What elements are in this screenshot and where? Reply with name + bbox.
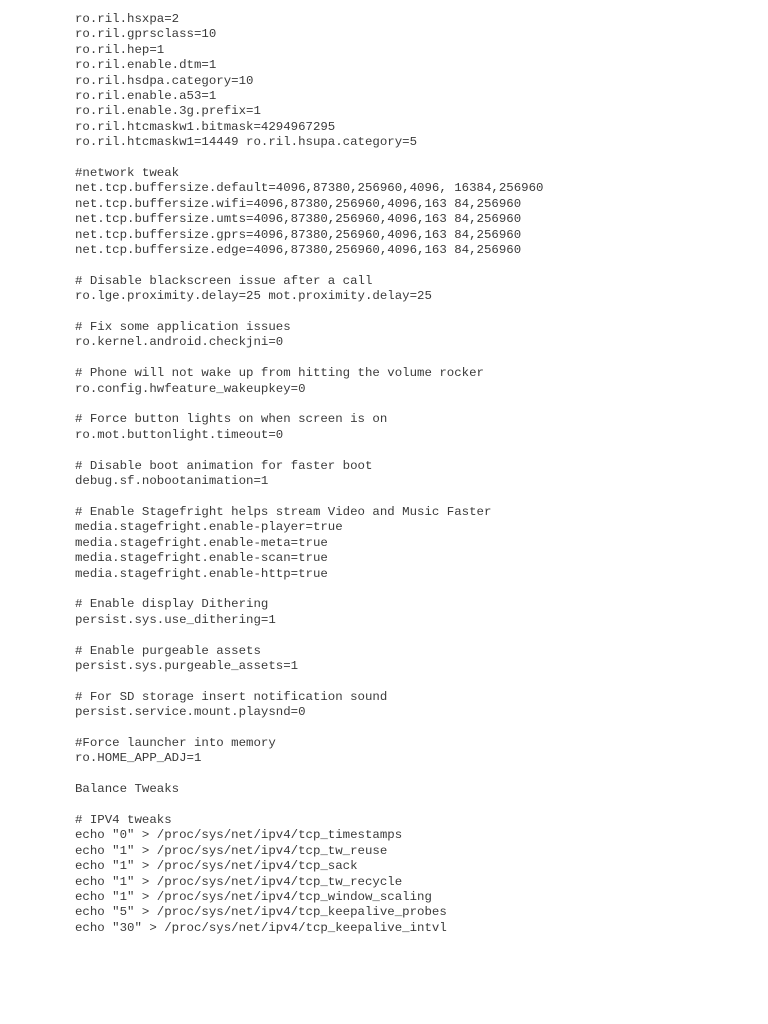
text-line: echo "1" > /proc/sys/net/ipv4/tcp_tw_reuse [75, 843, 388, 858]
text-line: ro.ril.enable.dtm=1 [75, 58, 217, 73]
text-block [75, 459, 755, 490]
text-line: ro.config.hwfeature_wakeupkey=0 [75, 381, 306, 396]
text-line: #Force launcher into memory [75, 735, 276, 750]
text-line: ro.kernel.android.checkjni=0 [75, 335, 284, 350]
text-block [75, 505, 755, 582]
text-line: echo "1" > /proc/sys/net/ipv4/tcp_tw_recycle [75, 874, 403, 889]
text-line: net.tcp.buffersize.edge=4096,87380,256960,4096,163 84,256960 [75, 243, 522, 258]
text-line: persist.service.mount.playsnd=0 [75, 705, 306, 720]
text-line: # Fix some application issues [75, 320, 291, 335]
text-block [75, 644, 755, 675]
text-line: ro.lge.proximity.delay=25 mot.proximity.delay=25 [75, 289, 432, 304]
text-block [75, 166, 755, 258]
text-line: persist.sys.use_dithering=1 [75, 612, 276, 627]
text-line: echo "1" > /proc/sys/net/ipv4/tcp_window_scaling [75, 889, 432, 904]
text-line: echo "30" > /proc/sys/net/ipv4/tcp_keepalive_intvl [75, 920, 447, 935]
text-line: # Disable boot animation for faster boot [75, 458, 373, 473]
text-line: echo "5" > /proc/sys/net/ipv4/tcp_keepalive_probes [75, 905, 447, 920]
text-block [75, 320, 755, 351]
text-line: ro.ril.hep=1 [75, 42, 165, 57]
text-line: ro.mot.buttonlight.timeout=0 [75, 427, 284, 442]
text-line: media.stagefright.enable-http=true [75, 566, 328, 581]
text-line: # Disable blackscreen issue after a call [75, 273, 373, 288]
text-block [75, 366, 755, 397]
text-line: debug.sf.nobootanimation=1 [75, 474, 269, 489]
text-line: echo "0" > /proc/sys/net/ipv4/tcp_timestamps [75, 828, 403, 843]
text-line: net.tcp.buffersize.umts=4096,87380,256960,4096,163 84,256960 [75, 212, 522, 227]
text-line: ro.ril.hsxpa=2 [75, 12, 180, 26]
text-line: ro.ril.enable.3g.prefix=1 [75, 104, 261, 119]
text-line: net.tcp.buffersize.default=4096,87380,256960,4096, 16384,256960 [75, 181, 544, 196]
text-line: persist.sys.purgeable_assets=1 [75, 658, 299, 673]
text-line: # Enable Stagefright helps stream Video and Music Faster [75, 504, 492, 519]
text-line: # Enable display Dithering [75, 597, 269, 612]
text-block [75, 412, 755, 443]
text-line: #network tweak [75, 166, 180, 181]
text-line: # For SD storage insert notification sound [75, 689, 388, 704]
text-block [75, 736, 755, 767]
text-line: media.stagefright.enable-player=true [75, 520, 343, 535]
text-line: Balance Tweaks [75, 782, 180, 797]
text-line: media.stagefright.enable-scan=true [75, 551, 328, 566]
text-line: net.tcp.buffersize.wifi=4096,87380,256960,4096,163 84,256960 [75, 196, 522, 211]
document-page [75, 12, 755, 952]
text-line: ro.ril.enable.a53=1 [75, 89, 217, 104]
text-line: media.stagefright.enable-meta=true [75, 535, 328, 550]
text-line: ro.ril.hsdpa.category=10 [75, 73, 254, 88]
text-block [75, 813, 755, 936]
text-line: # Enable purgeable assets [75, 643, 261, 658]
text-line: # Force button lights on when screen is on [75, 412, 388, 427]
text-line: ro.ril.htcmaskw1.bitmask=4294967295 [75, 119, 336, 134]
text-line: net.tcp.buffersize.gprs=4096,87380,256960,4096,163 84,256960 [75, 227, 522, 242]
text-line: ro.ril.htcmaskw1=14449 ro.ril.hsupa.category=5 [75, 135, 418, 150]
text-line: echo "1" > /proc/sys/net/ipv4/tcp_sack [75, 859, 358, 874]
text-block [75, 12, 755, 151]
text-line: # IPV4 tweaks [75, 812, 172, 827]
text-line: # Phone will not wake up from hitting the volume rocker [75, 366, 484, 381]
text-block [75, 782, 755, 797]
text-block [75, 690, 755, 721]
text-line: ro.HOME_APP_ADJ=1 [75, 751, 202, 766]
text-line: ro.ril.gprsclass=10 [75, 27, 217, 42]
text-block [75, 597, 755, 628]
text-block [75, 274, 755, 305]
